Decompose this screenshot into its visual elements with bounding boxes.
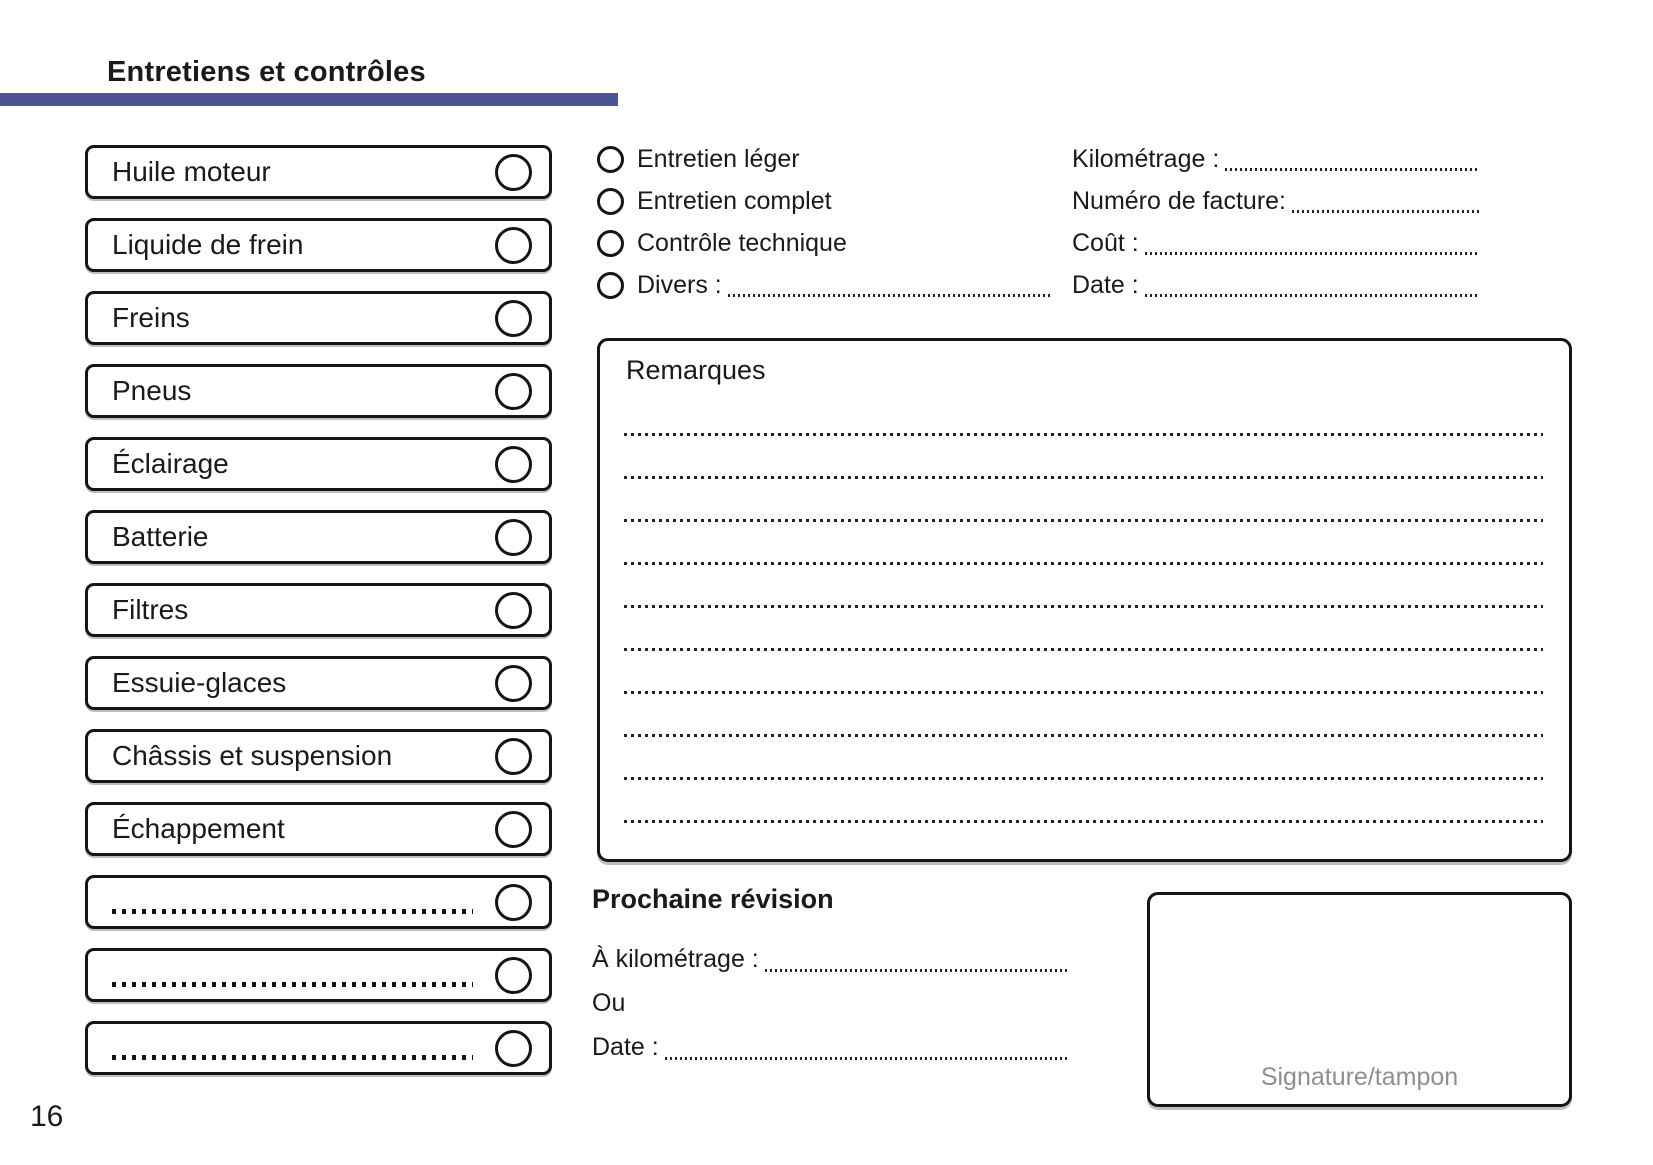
checklist-item-label: Filtres bbox=[112, 594, 189, 625]
next-service-section bbox=[592, 884, 1070, 1069]
fill-in-dotted-line bbox=[1225, 168, 1480, 171]
fill-in-dotted-line bbox=[1145, 294, 1480, 297]
fill-in-dotted-line bbox=[765, 969, 1070, 972]
service-type-label: Contrôle technique bbox=[637, 228, 847, 257]
remarks-lines bbox=[624, 433, 1543, 863]
remarks-title: Remarques bbox=[626, 355, 766, 385]
remarks-dotted-line bbox=[624, 648, 1543, 651]
check-circle bbox=[495, 884, 532, 921]
checklist-row bbox=[85, 145, 552, 199]
service-type-row bbox=[597, 264, 1053, 306]
radio-circle bbox=[597, 272, 624, 299]
checklist-row bbox=[85, 583, 552, 637]
checklist-item-label: Essuie-glaces bbox=[112, 667, 287, 698]
remarks-box bbox=[597, 338, 1572, 862]
check-circle bbox=[495, 665, 532, 702]
checklist-item-label: Éclairage bbox=[112, 448, 229, 479]
next-service-label: À kilométrage : bbox=[592, 944, 759, 973]
check-circle bbox=[495, 154, 532, 191]
check-circle bbox=[495, 446, 532, 483]
checklist-item-label: Liquide de frein bbox=[112, 229, 304, 260]
invoice-field-row bbox=[1072, 180, 1480, 222]
fill-in-dotted-line bbox=[728, 294, 1053, 297]
fill-in-dotted-line bbox=[665, 1057, 1070, 1060]
remarks-dotted-line bbox=[624, 519, 1543, 522]
invoice-field-row bbox=[1072, 264, 1480, 306]
checklist-item-label: Batterie bbox=[112, 521, 209, 552]
checklist-row bbox=[85, 1021, 552, 1075]
invoice-field-label: Date : bbox=[1072, 270, 1139, 299]
next-service-label: Date : bbox=[592, 1032, 659, 1061]
checklist-item-label: Freins bbox=[112, 302, 190, 333]
check-circle bbox=[495, 811, 532, 848]
checklist-item-label: Huile moteur bbox=[112, 156, 271, 187]
checklist-row bbox=[85, 875, 552, 929]
remarks-dotted-line bbox=[624, 433, 1543, 436]
check-circle bbox=[495, 738, 532, 775]
check-circle bbox=[495, 300, 532, 337]
check-circle bbox=[495, 227, 532, 264]
remarks-dotted-line bbox=[624, 562, 1543, 565]
invoice-field-label: Numéro de facture: bbox=[1072, 186, 1286, 215]
remarks-dotted-line bbox=[624, 476, 1543, 479]
blank-fill-in-line bbox=[112, 982, 473, 987]
remarks-dotted-line bbox=[624, 605, 1543, 608]
radio-circle bbox=[597, 188, 624, 215]
next-service-row bbox=[592, 937, 1070, 981]
check-circle bbox=[495, 1030, 532, 1067]
checklist-row bbox=[85, 729, 552, 783]
service-type-row bbox=[597, 222, 1053, 264]
checklist-row bbox=[85, 510, 552, 564]
check-circle bbox=[495, 592, 532, 629]
service-type-label: Entretien léger bbox=[637, 144, 800, 173]
service-type-row bbox=[597, 138, 1053, 180]
service-type-row bbox=[597, 180, 1053, 222]
page-number: 16 bbox=[30, 1100, 64, 1133]
check-circle bbox=[495, 373, 532, 410]
checklist-row bbox=[85, 218, 552, 272]
invoice-field-label: Kilométrage : bbox=[1072, 144, 1220, 173]
invoice-field-row bbox=[1072, 222, 1480, 264]
check-circle bbox=[495, 957, 532, 994]
checklist-item-label: Châssis et suspension bbox=[112, 740, 393, 771]
checklist-row bbox=[85, 802, 552, 856]
radio-circle bbox=[597, 146, 624, 173]
checklist-row bbox=[85, 291, 552, 345]
invoice-field-row bbox=[1072, 138, 1480, 180]
signature-label: Signature/tampon bbox=[1260, 1063, 1459, 1091]
checklist-row bbox=[85, 364, 552, 418]
maintenance-checklist bbox=[85, 145, 552, 1075]
next-service-label: Ou bbox=[592, 988, 626, 1017]
next-service-row bbox=[592, 981, 1070, 1025]
fill-in-dotted-line bbox=[1292, 210, 1480, 213]
remarks-dotted-line bbox=[624, 734, 1543, 737]
invoice-field-label: Coût : bbox=[1072, 228, 1139, 257]
blank-fill-in-line bbox=[112, 909, 473, 914]
remarks-dotted-line bbox=[624, 691, 1543, 694]
checklist-row bbox=[85, 437, 552, 491]
service-type-label: Entretien complet bbox=[637, 186, 832, 215]
checklist-row bbox=[85, 656, 552, 710]
page-title: Entretiens et contrôles bbox=[107, 56, 426, 88]
service-type-label: Divers : bbox=[637, 270, 722, 299]
invoice-info-fields bbox=[1072, 138, 1480, 306]
radio-circle bbox=[597, 230, 624, 257]
next-service-row bbox=[592, 1025, 1070, 1069]
fill-in-dotted-line bbox=[1145, 252, 1480, 255]
check-circle bbox=[495, 519, 532, 556]
checklist-item-label: Échappement bbox=[112, 813, 285, 844]
next-service-title: Prochaine révision bbox=[592, 884, 834, 914]
title-accent-bar bbox=[0, 93, 618, 106]
blank-fill-in-line bbox=[112, 1055, 473, 1060]
remarks-dotted-line bbox=[624, 777, 1543, 780]
checklist-row bbox=[85, 948, 552, 1002]
signature-box bbox=[1147, 892, 1572, 1107]
checklist-item-label: Pneus bbox=[112, 375, 192, 406]
service-type-options bbox=[597, 138, 1053, 306]
remarks-dotted-line bbox=[624, 820, 1543, 823]
